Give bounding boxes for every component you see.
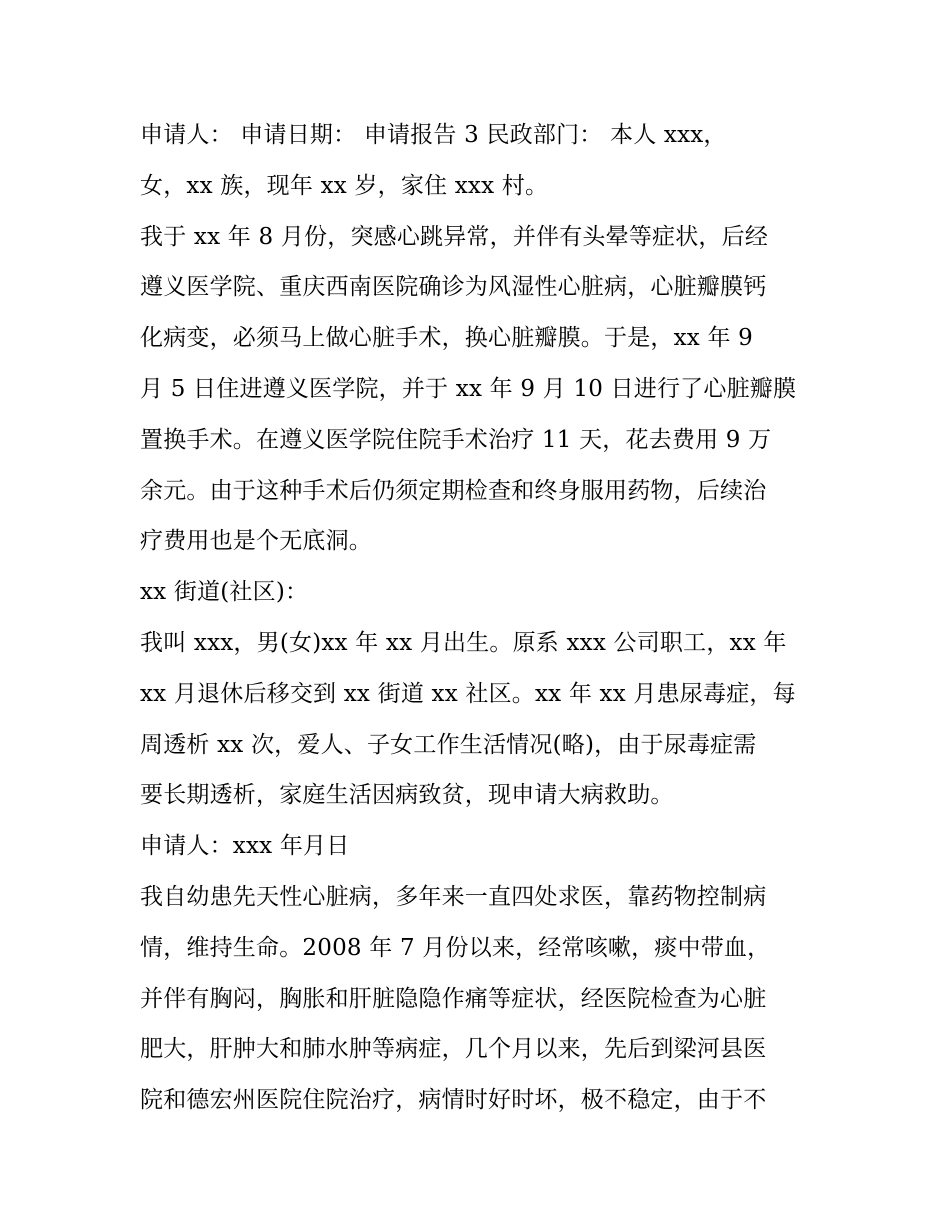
text-line: 申请人： 申请日期： 申请报告 3 民政部门： 本人 xxx， [140,122,727,148]
text-line: 要长期透析，家庭生活因病致贫，现申请大病救助。 [140,782,674,809]
text-line: 化病变，必须马上做心脏手术，换心脏瓣膜。于是，xx 年 9 [140,325,753,352]
document-body [140,110,830,1126]
text-line: 月 5 日住进遵义医学院，并于 xx 年 9 月 10 日进行了心脏瓣膜 [140,375,797,402]
text-line: 女，xx 族，现年 xx 岁，家住 xxx 村。 [140,172,549,199]
text-line: 情，维持生命。2008 年 7 月份以来，经常咳嗽，痰中带血， [140,934,771,961]
text-line: xx 街道(社区)： [140,579,309,606]
text-line: 院和德宏州医院住院治疗，病情时好时坏，极不稳定，由于不 [140,1087,767,1114]
text-line: 置换手术。在遵义医学院住院手术治疗 11 天，花去费用 9 万 [140,426,772,453]
text-line: 并伴有胸闷，胸胀和肝脏隐隐作痛等症状，经医院检查为心脏 [140,985,767,1012]
text-line: 余元。由于这种手术后仍须定期检查和终身服用药物，后续治 [140,477,767,504]
text-line: 我叫 xxx，男(女)xx 年 xx 月出生。原系 xxx 公司职工，xx 年 [140,629,787,656]
text-line: 疗费用也是个无底洞。 [140,528,372,555]
text-line: 周透析 xx 次，爱人、子女工作生活情况(略)，由于尿毒症需 [140,731,757,758]
text-line: 我于 xx 年 8 月份，突感心跳异常，并伴有头晕等症状，后经 [140,223,769,250]
text-line: 遵义医学院、重庆西南医院确诊为风湿性心脏病，心脏瓣膜钙 [140,274,767,301]
text-line: 我自幼患先天性心脏病，多年来一直四处求医，靠药物控制病 [140,883,767,910]
text-line: 肥大，肝肿大和肺水肿等病症，几个月以来，先后到梁河县医 [140,1036,767,1063]
text-line: 申请人：xxx 年月日 [140,833,350,860]
text-line: xx 月退休后移交到 xx 街道 xx 社区。xx 年 xx 月患尿毒症，每 [140,680,796,707]
